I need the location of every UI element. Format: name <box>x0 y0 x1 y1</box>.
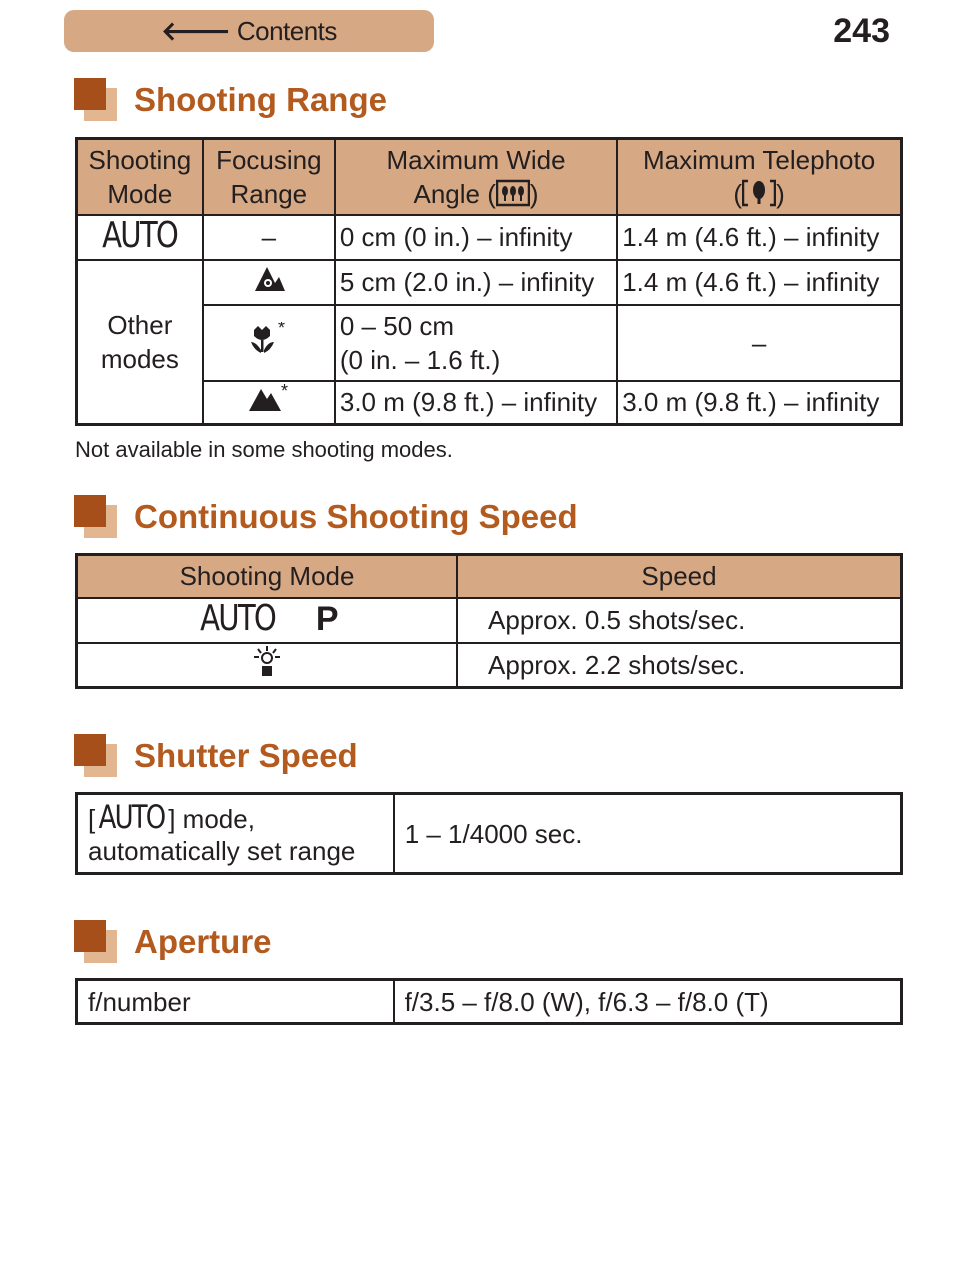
contents-button[interactable] <box>64 10 434 52</box>
tele-value: 1.4 m (4.6 ft.) – infinity <box>617 260 901 305</box>
telephoto-icon <box>742 179 776 207</box>
section-title: Aperture <box>134 923 272 960</box>
tele-value: – <box>617 305 901 381</box>
aperture-label: f/number <box>77 980 394 1024</box>
shutter-value: 1 – 1/4000 sec. <box>394 794 902 874</box>
mode-cell <box>77 598 458 643</box>
speed-value: Approx. 0.5 shots/sec. <box>457 598 901 643</box>
wide-value: 0 cm (0 in.) – infinity <box>335 215 617 260</box>
wide-value: 3.0 m (9.8 ft.) – infinity <box>335 381 617 425</box>
footnote: Not available in some shooting modes. <box>75 437 453 462</box>
header-shooting-mode: Shooting Mode <box>77 555 458 598</box>
shutter-label: [ AUTO ] mode, automatically set range <box>77 794 394 874</box>
mountain-cell <box>203 381 335 425</box>
section-shooting-range <box>74 78 387 122</box>
section-title: Continuous Shooting Speed <box>134 498 578 535</box>
auto-mode-cell <box>77 215 203 260</box>
shooting-range-table <box>75 137 903 426</box>
header-max-tele: Maximum Telephoto ( ) <box>617 139 901 215</box>
section-title: Shutter Speed <box>134 737 358 774</box>
svg-text:*: * <box>277 321 285 338</box>
continuous-speed-table <box>75 553 903 689</box>
focus-cell: – <box>203 215 335 260</box>
aperture-table <box>75 978 903 1025</box>
section-shutter-speed <box>74 734 358 778</box>
svg-text:*: * <box>280 383 288 402</box>
section-marker-icon <box>74 920 118 964</box>
auto-mode-label: AUTO <box>199 598 275 639</box>
section-aperture <box>74 920 272 964</box>
header-speed: Speed <box>457 555 901 598</box>
shutter-speed-table <box>75 792 903 875</box>
section-marker-icon <box>74 734 118 778</box>
flower-macro-cell <box>203 305 335 381</box>
section-continuous-speed <box>74 495 578 539</box>
header-max-wide: Maximum Wide Angle ( ) <box>335 139 617 215</box>
program-mode-label: P <box>315 600 339 638</box>
wide-angle-icon <box>496 179 530 207</box>
wide-value: 0 – 50 cm (0 in. – 1.6 ft.) <box>335 305 617 381</box>
page-number: 243 <box>833 12 890 50</box>
other-modes-cell: Other modes <box>77 260 203 425</box>
auto-mode-label: AUTO <box>98 797 165 836</box>
aperture-value: f/3.5 – f/8.0 (W), f/6.3 – f/8.0 (T) <box>394 980 902 1024</box>
speed-value: Approx. 2.2 shots/sec. <box>457 643 901 688</box>
macro-cell <box>203 260 335 305</box>
arrow-left-icon: 🡐 <box>161 15 231 46</box>
tele-value: 3.0 m (9.8 ft.) – infinity <box>617 381 901 425</box>
section-marker-icon <box>74 78 118 122</box>
flower-macro-icon <box>248 322 290 356</box>
header-shooting-mode: Shooting Mode <box>77 139 203 215</box>
section-marker-icon <box>74 495 118 539</box>
header-focusing-range: Focusing Range <box>203 139 335 215</box>
low-light-icon <box>252 645 282 677</box>
mountain-icon <box>247 383 291 413</box>
auto-mode-label: AUTO <box>102 215 178 256</box>
section-title: Shooting Range <box>134 81 387 118</box>
tele-value: 1.4 m (4.6 ft.) – infinity <box>617 215 901 260</box>
wide-value: 5 cm (2.0 in.) – infinity <box>335 260 617 305</box>
mode-cell <box>77 643 458 688</box>
macro-icon <box>251 263 287 293</box>
contents-label: Contents <box>236 15 337 46</box>
